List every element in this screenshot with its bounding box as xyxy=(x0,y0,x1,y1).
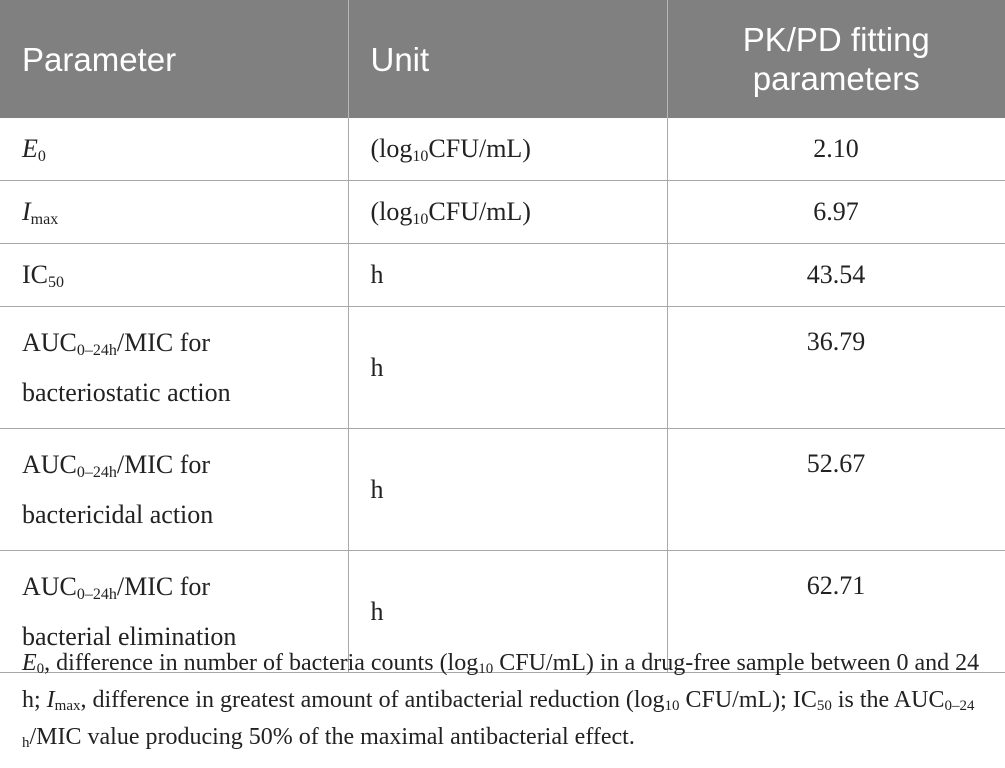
unit-cell: $(\log_{10}CFU/mL)$ xyxy=(348,118,667,181)
header-parameter: Parameter xyxy=(0,0,348,118)
table-row xyxy=(0,118,1005,181)
header-fitting-parameters xyxy=(667,0,1005,118)
param-cell: $IC_{50}$ xyxy=(0,244,348,307)
header-fitting-line1: PK/PD fitting xyxy=(742,21,930,58)
unit-cell: h xyxy=(348,307,667,429)
unit-cell: h xyxy=(348,551,667,673)
value-cell: 2.10 xyxy=(667,118,1005,181)
header-fitting-line2: parameters xyxy=(752,60,920,97)
table-row xyxy=(0,307,1005,429)
unit-cell: h xyxy=(348,429,667,551)
param-cell: $AUC_{0-24h}$/MIC for bacterial elimination xyxy=(0,551,348,673)
table-row xyxy=(0,429,1005,551)
param-cell: $I_{max}$ xyxy=(0,181,348,244)
header-unit: Unit xyxy=(348,0,667,118)
unit-cell: h xyxy=(348,244,667,307)
table-row xyxy=(0,244,1005,307)
value-cell: 6.97 xyxy=(667,181,1005,244)
table-row xyxy=(0,181,1005,244)
value-cell: 43.54 xyxy=(667,244,1005,307)
value-cell: 62.71 xyxy=(667,551,1005,673)
unit-cell: $(\log_{10}CFU/mL)$ xyxy=(348,181,667,244)
table-footnote: $E_0$, difference in number of bacteria counts ($\log_{10}$ CFU/mL) in a drug-free sample between 0 and 24 h; $I_{max}$, difference in greatest amount of antibacterial reduction ($\log_{10}$ CFU/mL); $IC_{50}$ is the $AUC_{0-24 h}$/MIC value producing 50% of the maximal antibacterial effect. xyxy=(22,650,980,751)
param-cell: $AUC_{0-24h}$/MIC for bacteriostatic action xyxy=(0,307,348,429)
value-cell: 36.79 xyxy=(667,307,1005,429)
value-cell: 52.67 xyxy=(667,429,1005,551)
header-row xyxy=(0,0,1005,118)
param-cell: $E_0$ xyxy=(0,118,348,181)
param-cell: $AUC_{0-24h}$/MIC for bactericidal action xyxy=(0,429,348,551)
